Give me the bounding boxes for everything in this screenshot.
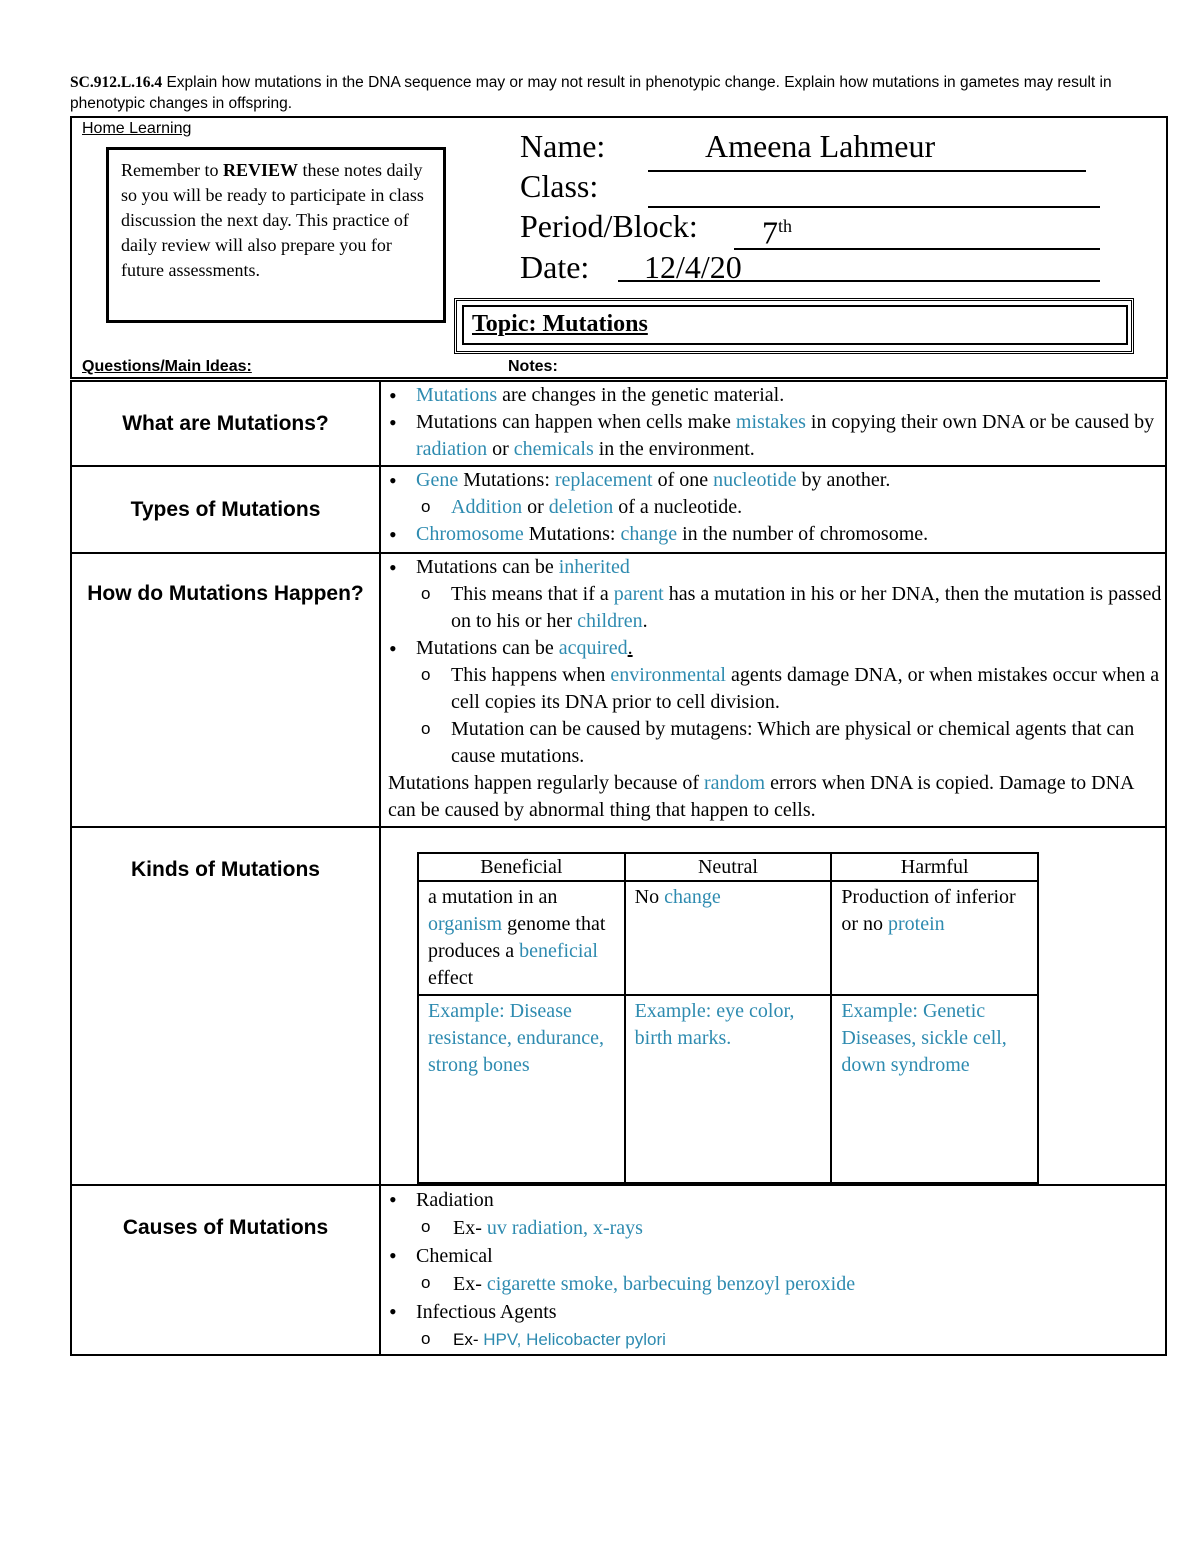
text-span: No: [634, 886, 665, 908]
question-types: Types of Mutations: [71, 466, 380, 553]
cause-label: Chemical: [416, 1245, 493, 1267]
row-kinds: [71, 827, 1166, 1185]
notes-label: Notes:: [508, 358, 558, 375]
harmful-example: Example: Genetic Diseases, sickle cell, down syndrome: [831, 995, 1038, 1183]
notes-how: [380, 553, 1166, 827]
text-span: a mutation in an: [428, 886, 558, 908]
period-label: Period/Block:: [520, 208, 698, 244]
name-underline: [648, 170, 1086, 172]
list-item: [381, 1214, 1165, 1242]
beneficial-example: [418, 995, 625, 1183]
cause-label: Infectious Agents: [416, 1301, 557, 1323]
date-field: [520, 248, 589, 286]
notes-kinds: [380, 827, 1166, 1185]
ex-label: Ex-: [453, 1217, 487, 1239]
class-underline: [648, 206, 1100, 208]
list-item: o This means that if a parent has a mutation in his or her DNA, then the mutation is passed on to his or her children.: [381, 581, 1165, 635]
text-span: change: [664, 886, 721, 908]
notes-types: [380, 466, 1166, 553]
list-item: • Gene Mutations: replacement of one nucleotide by another. o Addition or deletion of a nucleotide.: [381, 467, 1165, 521]
list-item: • Mutations can happen when cells make mistakes in copying their own DNA or be caused by radiation or chemicals in the environment.: [381, 409, 1165, 463]
question-kinds: Kinds of Mutations: [71, 827, 380, 1185]
list-item: [381, 1326, 1165, 1354]
cause-example: cigarette smoke, barbecuing benzoyl peroxide: [486, 1273, 856, 1295]
text-span: : Disease resistance, endurance, strong bones: [428, 1000, 605, 1076]
period-underline: [734, 248, 1100, 250]
harmful-desc: [831, 881, 1038, 995]
standard-text: [70, 72, 1130, 114]
list-item: o This happens when environmental agents damage DNA, or when mistakes occur when a cell copies its DNA prior to cell division.: [381, 662, 1165, 716]
notes-what: [380, 381, 1166, 466]
kinds-header: Neutral: [625, 853, 832, 881]
list-item: o Mutation can be caused by mutagens: Which are physical or chemical agents that can cause mutations.: [381, 716, 1165, 770]
kinds-header-row: [418, 853, 1038, 881]
list-item: [381, 1186, 1165, 1242]
standard-code: SC.912.L.16.4: [70, 74, 163, 91]
text-span: Example: [428, 1000, 500, 1022]
beneficial-desc: [418, 881, 625, 995]
reminder-text-bold: REVIEW: [222, 160, 298, 180]
date-underline: [618, 280, 1100, 282]
list-item: • Mutations are changes in the genetic material.: [381, 382, 1165, 409]
row-how: [71, 553, 1166, 827]
date-label: Date:: [520, 249, 590, 285]
class-label: Class:: [520, 168, 599, 204]
period-field: [520, 207, 698, 245]
questions-label: Questions/Main Ideas:: [82, 358, 252, 375]
name-label: Name:: [520, 128, 606, 164]
notes-how-summary: Mutations happen regularly because of random errors when DNA is copied. Damage to DNA can be caused by abnormal thing that happen to cells.: [388, 772, 1134, 821]
row-types: [71, 466, 1166, 553]
list-item: • Mutations can be acquired. o This happens when environmental agents damage DNA, or when mistakes occur when a cell copies its DNA prior to cell division. o Mutation can be caused by mutagens: Which are physical or chemical agents that can cause mutations.: [381, 635, 1165, 770]
kinds-header: Beneficial: [418, 853, 625, 881]
home-learning-label: Home Learning: [82, 120, 192, 137]
standard-description: Explain how mutations in the DNA sequence may or may not result in phenotypic change. Explain how mutations in gametes may result in phenotypic changes in offspring.: [70, 74, 1112, 112]
text-span: protein: [887, 913, 945, 935]
kinds-header: Harmful: [831, 853, 1038, 881]
notes-table: [70, 380, 1167, 1356]
text-span: genome that produces a: [428, 913, 606, 962]
row-what: [71, 381, 1166, 466]
class-field: [520, 167, 598, 205]
period-number: 7: [762, 214, 778, 251]
cause-example: uv radiation, x-rays: [486, 1217, 643, 1239]
text-span: effect: [428, 967, 474, 989]
list-item: [381, 1242, 1165, 1298]
cause-label: Radiation: [416, 1189, 494, 1211]
ex-label: Ex-: [453, 1330, 484, 1349]
cause-example: HPV, Helicobacter pylori: [483, 1330, 666, 1349]
question-how: How do Mutations Happen?: [71, 553, 380, 827]
reminder-text-pre: Remember to: [121, 160, 223, 180]
neutral-example: Example: eye color, birth marks.: [625, 995, 832, 1183]
list-item: • Chromosome Mutations: change in the number of chromosome.: [381, 521, 1165, 548]
period-value: [762, 207, 792, 252]
notes-causes: [380, 1185, 1166, 1355]
list-item: o Addition or deletion of a nucleotide.: [381, 494, 1165, 521]
text-span: organism: [428, 913, 503, 935]
text-span: beneficial: [519, 940, 598, 962]
name-value: Ameena Lahmeur: [705, 128, 936, 164]
list-item: [381, 1298, 1165, 1354]
list-item: [381, 1270, 1165, 1298]
reminder-box: [106, 147, 446, 323]
topic-title: Topic: Mutations: [462, 305, 1128, 345]
ex-label: Ex-: [453, 1273, 487, 1295]
reminder-text-post: these notes daily so you will be ready to participate in class discussion the next day. This practice of daily review will also prepare you for future assessments.: [121, 160, 424, 280]
text-span: Production of inferior or no: [841, 886, 1016, 935]
kinds-example-row: [418, 995, 1038, 1183]
row-causes: [71, 1185, 1166, 1355]
list-item: • Mutations can be inherited o This means that if a parent has a mutation in his or her DNA, then the mutation is passed on to his or her children.: [381, 554, 1165, 635]
name-field: [520, 127, 605, 165]
date-value: 12/4/20: [644, 249, 742, 285]
neutral-desc: [625, 881, 832, 995]
kinds-desc-row: [418, 881, 1038, 995]
period-suffix: th: [778, 216, 793, 236]
kinds-table: [417, 852, 1039, 1184]
question-what: What are Mutations?: [71, 381, 380, 466]
question-causes: Causes of Mutations: [71, 1185, 380, 1355]
